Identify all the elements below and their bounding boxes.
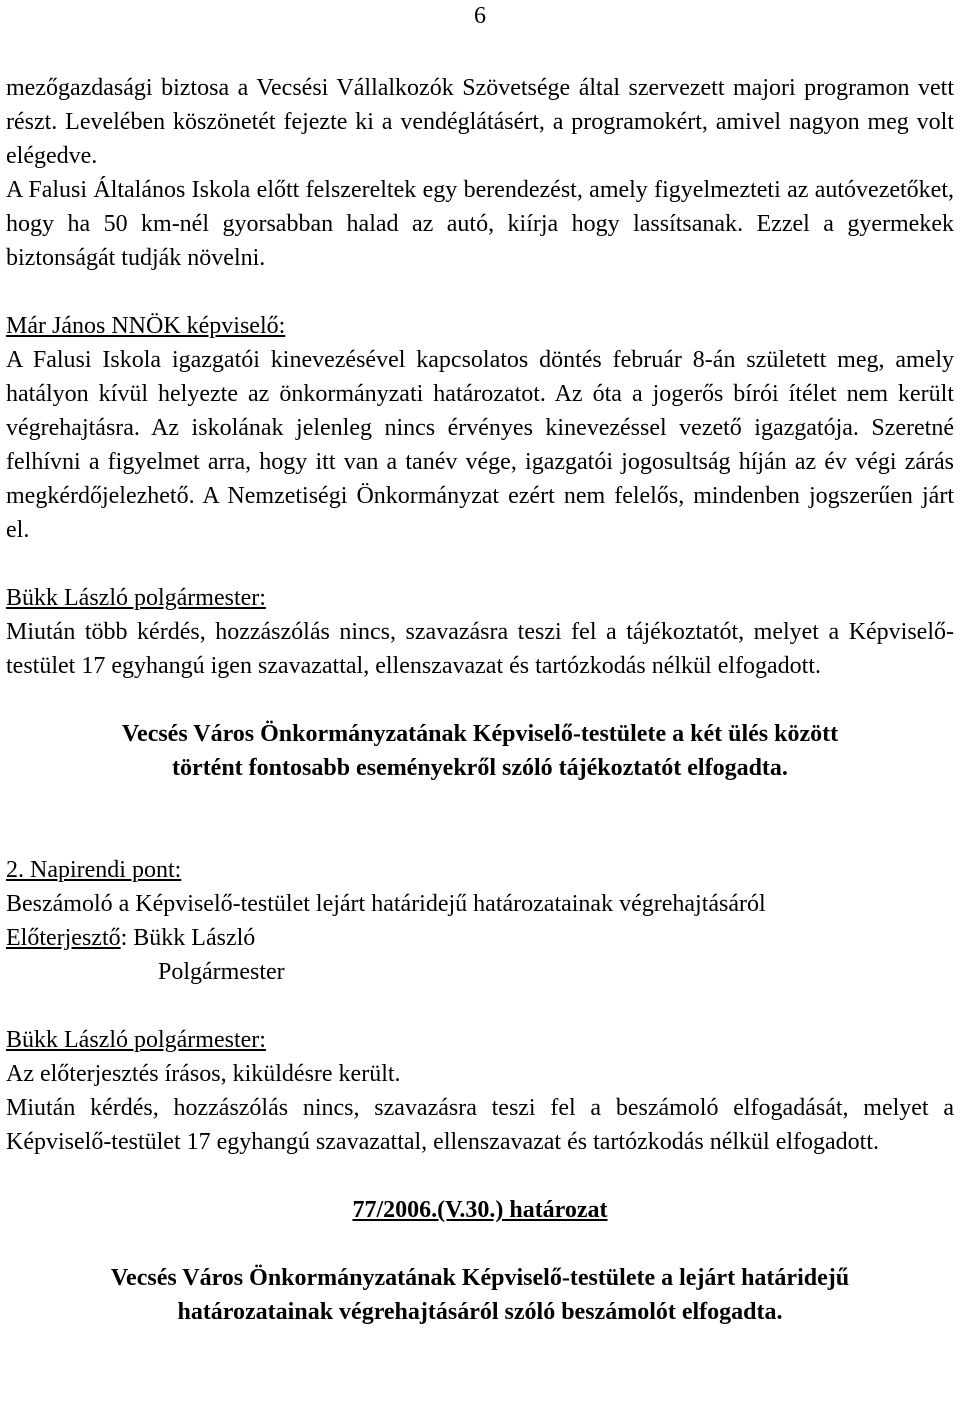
presenter-name: : Bükk László bbox=[120, 925, 256, 951]
agenda-title: Beszámoló a Képviselő-testület lejárt határidejű határozatainak végrehajtásáról bbox=[6, 891, 766, 917]
intro-paragraph-2: A Falusi Általános Iskola előtt felszereltek egy berendezést, amely figyelmezteti az autóvezetőket, hogy ha 50 km-nél gyorsabban halad az autó, kiírja hogy lassítsanak. Ezzel a gyermekek biztonságát tudják növelni. bbox=[6, 177, 954, 271]
resolution-line-2: határozatainak végrehajtásáról szóló beszámolót elfogadta. bbox=[177, 1299, 783, 1325]
mar-janos-statement: A Falusi Iskola igazgatói kinevezésével kapcsolatos döntés február 8-án született meg, amely hatályon kívül helyezte az önkormányzati határozatot. Az óta a jogerős bírói ítélet nem került végrehajtásra. Az iskolának jelenleg nincs érvényes kinevezéssel vezető igazgatója. Szeretné felhívni a figyelmet arra, hogy itt van a tanév vége, igazgatói jogosultság híján az év végi zárás megkérdőjelezhető. A Nemzetiségi Önkormányzat ezért nem felelős, mindenben jogszerűen járt el. bbox=[6, 347, 954, 543]
bukk-laszlo-statement-1: Miután több kérdés, hozzászólás nincs, szavazásra teszi fel a tájékoztatót, melyet a Képviselő-testület 17 egyhangú igen szavazattal, ellenszavazat és tartózkodás nélkül elfogadott. bbox=[6, 619, 954, 679]
agenda-heading: 2. Napirendi pont: bbox=[6, 857, 182, 883]
intro-paragraph-1: mezőgazdasági biztosa a Vecsési Vállalkozók Szövetsége által szervezett majori programon vett részt. Levelében köszönetét fejezte ki a vendéglátásért, a programokért, amivel nagyon meg volt elégedve. bbox=[6, 75, 954, 169]
bukk-laszlo-statement-2b: Miután kérdés, hozzászólás nincs, szavazásra teszi fel a beszámoló elfogadását, melyet a Képviselő-testület 17 egyhangú szavazattal, ellenszavazat és tartózkodás nélkül elfogadott. bbox=[6, 1095, 954, 1155]
speaker-mar-janos: Már János NNÖK képviselő: bbox=[6, 313, 286, 339]
bukk-laszlo-statement-2a: Az előterjesztés írásos, kiküldésre került. bbox=[6, 1061, 401, 1087]
presenter-label: Előterjesztő bbox=[6, 925, 121, 951]
page-number: 6 bbox=[474, 3, 486, 29]
document-body bbox=[6, 71, 954, 1329]
presenter-line bbox=[6, 921, 954, 955]
presenter-role: Polgármester bbox=[158, 959, 285, 985]
resolution-line-1: Vecsés Város Önkormányzatának Képviselő-testülete a lejárt határidejű bbox=[110, 1265, 850, 1291]
resolution-number: 77/2006.(V.30.) határozat bbox=[352, 1197, 608, 1223]
decision-line-2: történt fontosabb eseményekről szóló tájékoztatót elfogadta. bbox=[172, 755, 788, 781]
speaker-bukk-laszlo-2: Bükk László polgármester: bbox=[6, 1027, 266, 1053]
speaker-bukk-laszlo-1: Bükk László polgármester: bbox=[6, 585, 266, 611]
decision-line-1: Vecsés Város Önkormányzatának Képviselő-testülete a két ülés között bbox=[121, 721, 839, 747]
